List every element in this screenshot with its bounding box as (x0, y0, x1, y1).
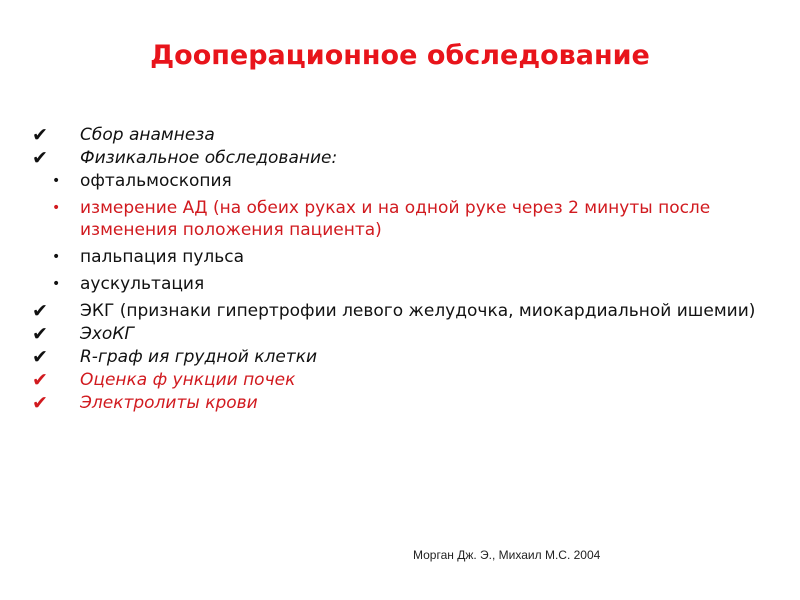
checkmark-icon: ✔ (32, 369, 48, 391)
list-item-text: пальпация пульса (80, 247, 245, 267)
bullet-icon: • (52, 200, 61, 216)
list-item-text: офтальмоскопия (80, 171, 232, 191)
list-item-text: ЭхоКГ (80, 324, 134, 344)
list-item (30, 147, 770, 169)
list-item-text: Физикальное обследование: (80, 148, 338, 168)
list-item-text: Оценка ф ункции почек (80, 370, 296, 390)
list-item (30, 170, 770, 192)
checkmark-icon: ✔ (32, 323, 48, 345)
checkmark-icon: ✔ (32, 392, 48, 414)
list-item-text: ЭКГ (признаки гипертрофии левого желудочка, миокардиальной ишемии) (80, 301, 756, 321)
list-item-text: Сбор анамнеза (80, 125, 215, 145)
list-item (30, 369, 770, 391)
citation: Морган Дж. Э., Михаил М.С. 2004 (413, 548, 601, 562)
bullet-icon: • (52, 249, 61, 265)
slide-title: Дооперационное обследование (150, 40, 650, 71)
list-item (30, 323, 770, 345)
checkmark-icon: ✔ (32, 346, 48, 368)
list-item (30, 246, 770, 268)
list-item (30, 392, 770, 414)
list-item (30, 346, 770, 368)
list-item (30, 273, 770, 295)
list-item (30, 124, 770, 146)
checkmark-icon: ✔ (32, 124, 48, 146)
list-item (30, 300, 770, 322)
list-item (30, 197, 770, 241)
list-item-text: аускультация (80, 274, 205, 294)
list-item-text: измерение АД (на обеих руках и на одной руке через 2 минуты после изменения положения пациента) (80, 198, 711, 240)
bullet-icon: • (52, 173, 61, 189)
list-item-text: R-граф ия грудной клетки (80, 347, 318, 367)
bullet-icon: • (52, 276, 61, 292)
list-item-text: Электролиты крови (80, 393, 258, 413)
exam-list (30, 124, 770, 415)
checkmark-icon: ✔ (32, 147, 48, 169)
checkmark-icon: ✔ (32, 300, 48, 322)
